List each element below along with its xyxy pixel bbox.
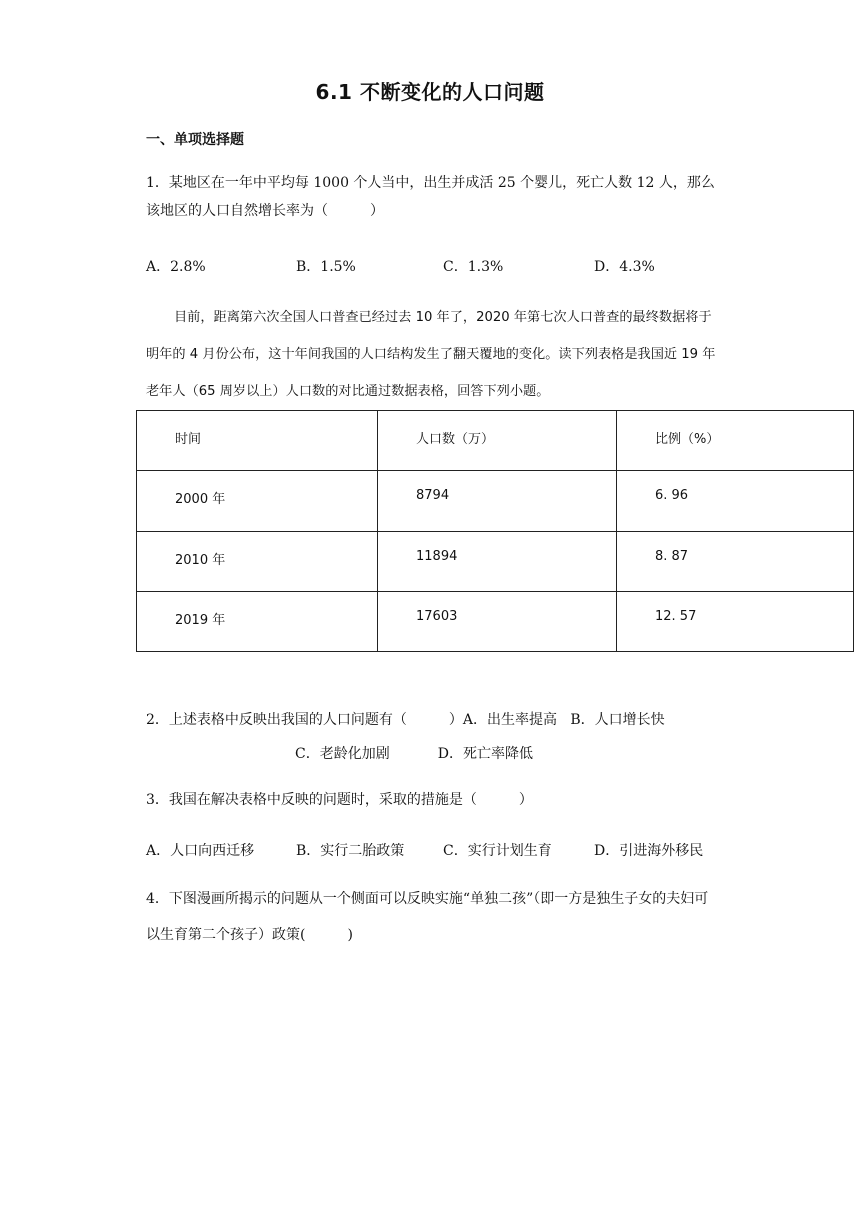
question-2-stem: 2．上述表格中反映出我国的人口问题有（ ） bbox=[146, 712, 463, 728]
q1-option-c[interactable]: C．1.3% bbox=[443, 259, 504, 275]
table-cell: 8. 87 bbox=[617, 531, 854, 591]
q1-option-a[interactable]: A．2.8% bbox=[146, 259, 206, 275]
q2-option-d[interactable]: D．死亡率降低 bbox=[437, 746, 533, 762]
table-row bbox=[137, 531, 854, 591]
table-cell: 2019 年 bbox=[137, 591, 378, 651]
elderly-population-table bbox=[136, 410, 854, 652]
q2-option-c[interactable]: C．老龄化加剧 bbox=[295, 746, 390, 762]
table-row bbox=[137, 591, 854, 651]
table-row bbox=[137, 471, 854, 531]
table-cell: 6. 96 bbox=[617, 471, 854, 531]
q3-option-c[interactable]: C．实行计划生育 bbox=[443, 843, 552, 859]
q1-option-b[interactable]: B．1.5% bbox=[296, 259, 356, 275]
question-3-text: 3．我国在解决表格中反映的问题时，采取的措施是（ ） bbox=[146, 792, 533, 808]
table-cell: 11894 bbox=[378, 531, 617, 591]
question-1-options bbox=[146, 256, 746, 276]
q3-option-d[interactable]: D．引进海外移民 bbox=[594, 843, 704, 859]
q1-option-d[interactable]: D．4.3% bbox=[594, 259, 655, 275]
table-header-row bbox=[137, 411, 854, 471]
question-4-text: 4．下图漫画所揭示的问题从一个侧面可以反映实施“单独二孩”（即一方是独生子女的夫妇可以生育第二个孩子）政策( ) bbox=[146, 891, 709, 943]
question-1-text: 1．某地区在一年中平均每 1000 个人当中，出生并成活 25 个婴儿，死亡人数 12 人，那么该地区的人口自然增长率为（ ） bbox=[146, 175, 715, 219]
table-cell: 2010 年 bbox=[137, 531, 378, 591]
q3-option-a[interactable]: A．人口向西迁移 bbox=[146, 843, 255, 859]
table-cell: 17603 bbox=[378, 591, 617, 651]
table-cell: 2000 年 bbox=[137, 471, 378, 531]
table-header-cell: 人口数（万） bbox=[378, 411, 617, 471]
table-header-cell: 比例（%） bbox=[617, 411, 854, 471]
page-title: 6.1 不断变化的人口问题 bbox=[315, 80, 545, 104]
q2-option-b[interactable]: B．人口增长快 bbox=[570, 712, 665, 728]
question-2-line bbox=[146, 709, 665, 729]
table-cell: 12. 57 bbox=[617, 591, 854, 651]
question-3-options bbox=[146, 840, 746, 860]
question-2-line-2 bbox=[295, 743, 581, 763]
reading-passage: 目前，距离第六次全国人口普查已经过去 10 年了，2020 年第七次人口普查的最终数据将于明年的 4 月份公布，这十年间我国的人口结构发生了翻天覆地的变化。读下列表格是我国近 19 年老年人（65 周岁以上）人口数的对比通过数据表格，回答下列小题。 bbox=[146, 310, 716, 399]
section-heading: 一、单项选择题 bbox=[146, 132, 244, 148]
table-cell: 8794 bbox=[378, 471, 617, 531]
table-header-cell: 时间 bbox=[137, 411, 378, 471]
q3-option-b[interactable]: B．实行二胎政策 bbox=[296, 843, 405, 859]
q2-option-a[interactable]: A．出生率提高 bbox=[462, 712, 558, 728]
